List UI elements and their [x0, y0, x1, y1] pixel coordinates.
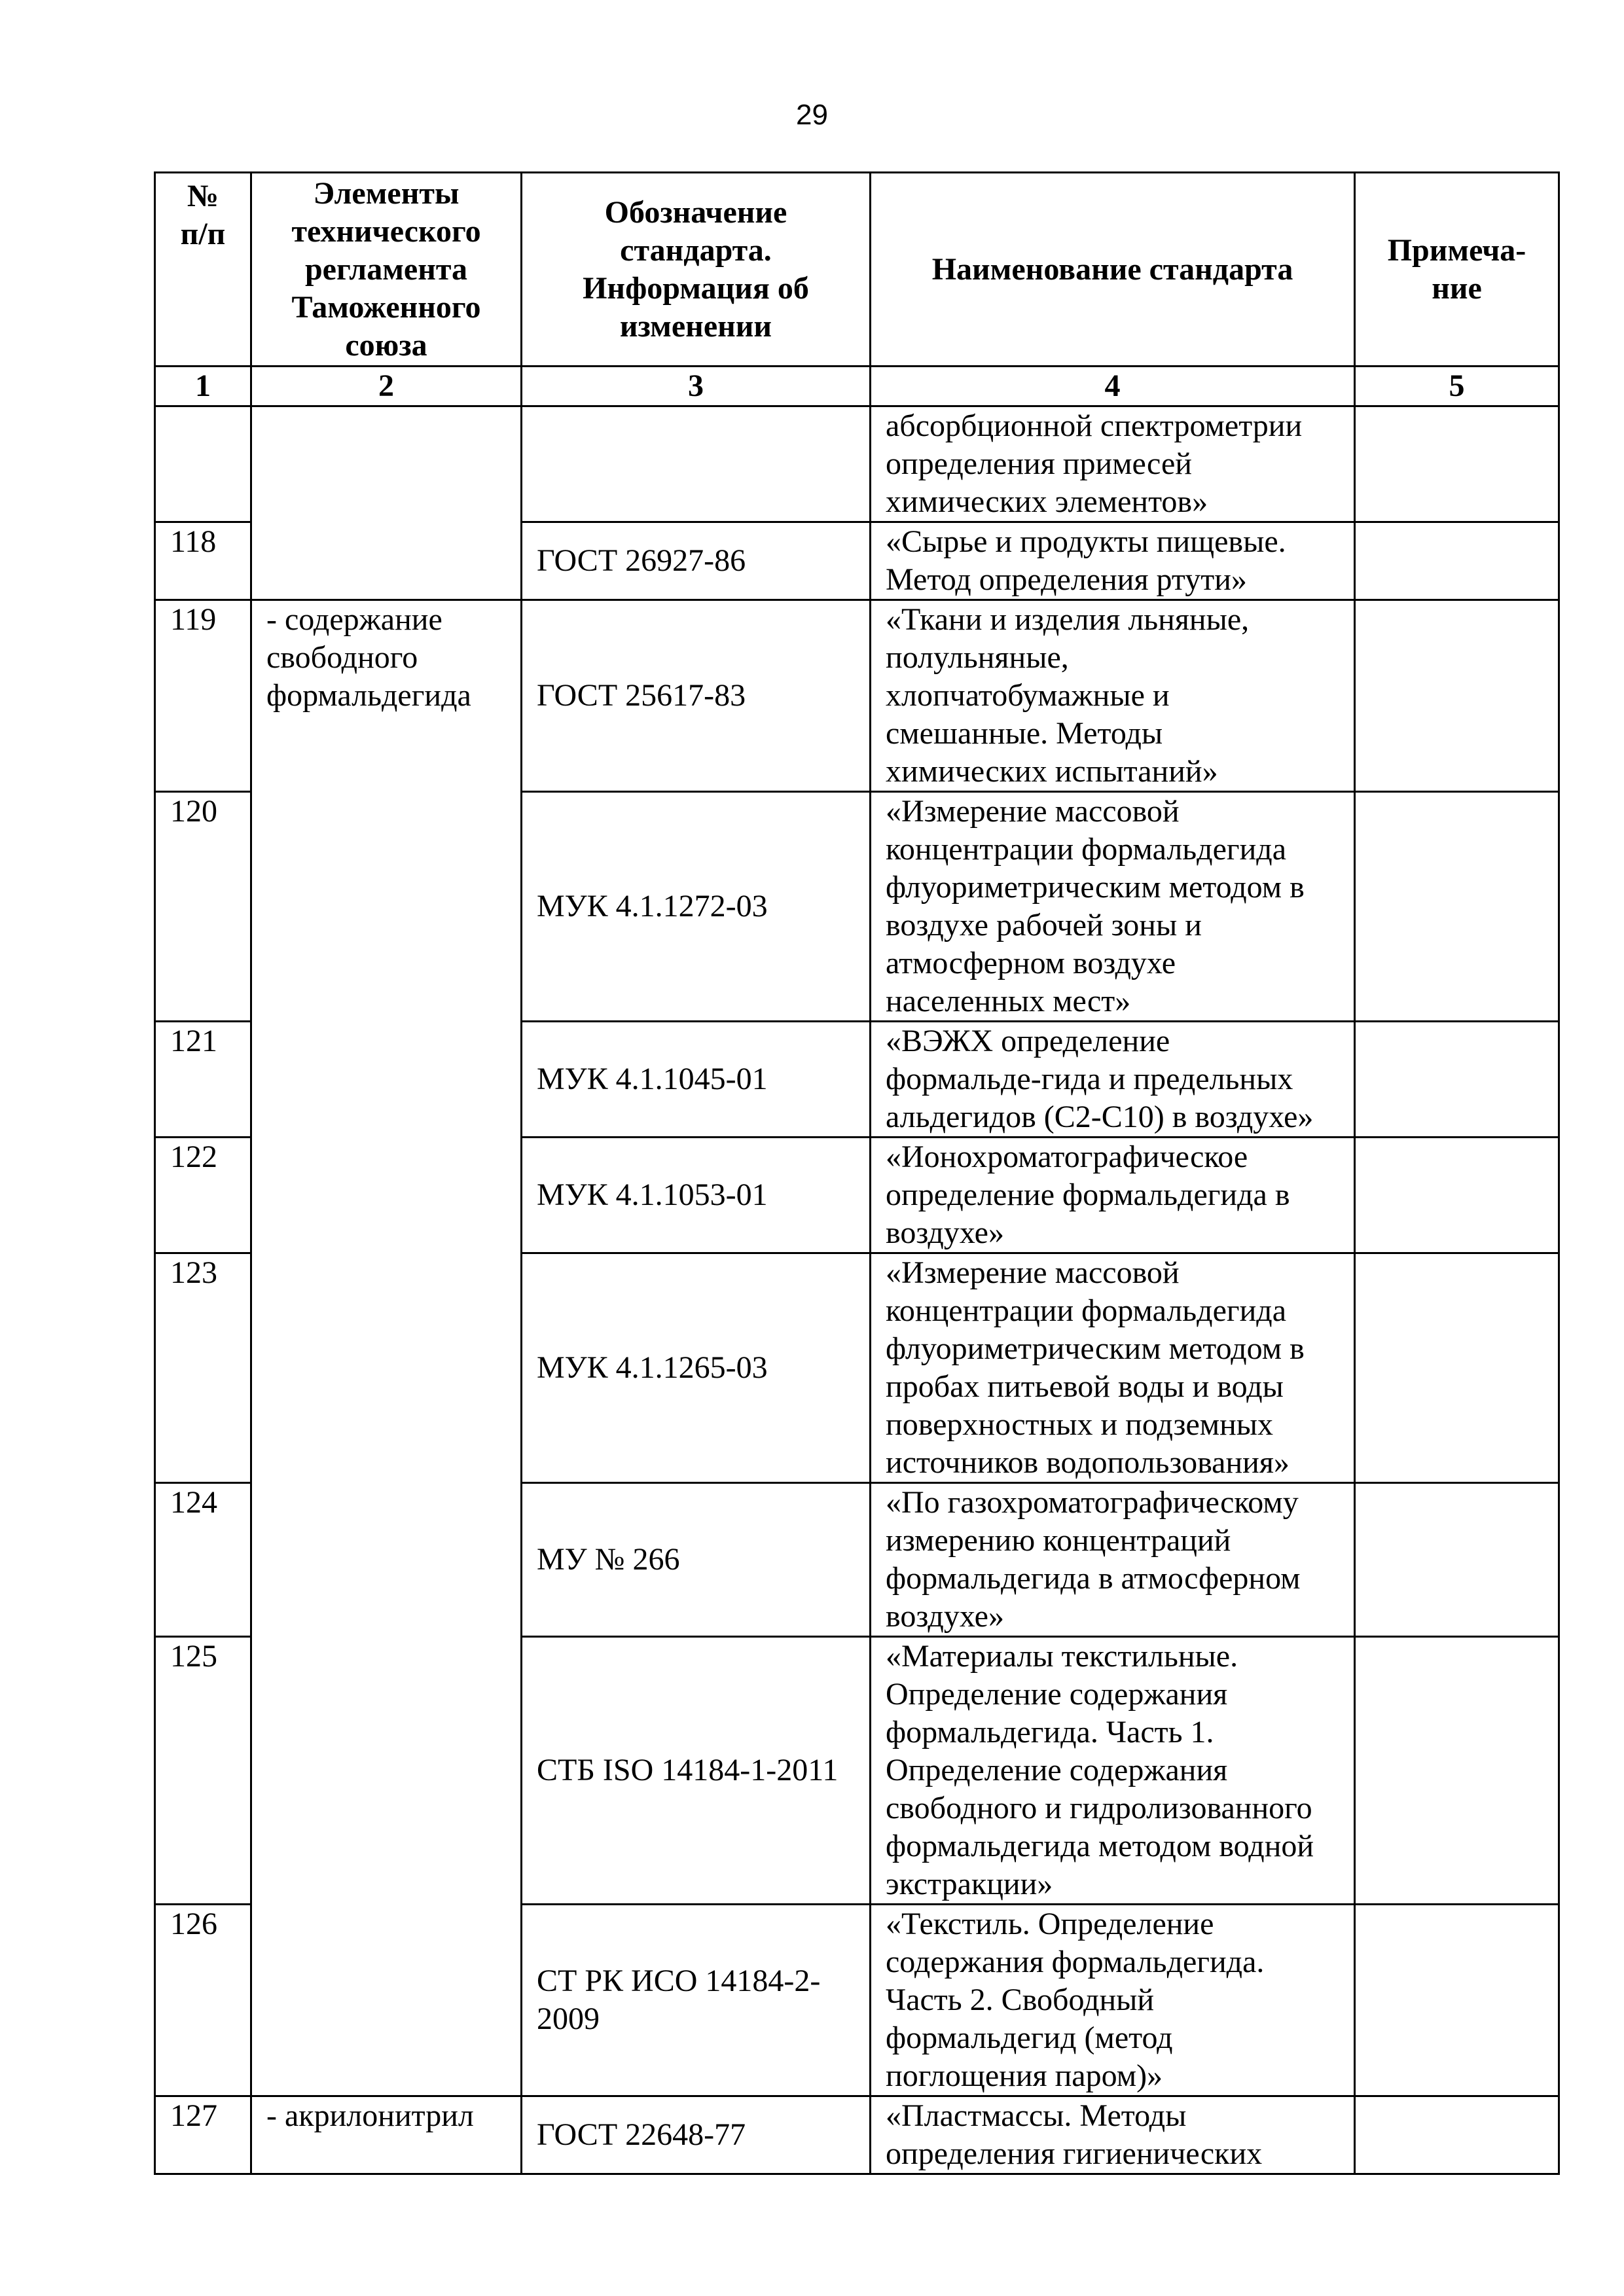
row-number: 118: [155, 522, 251, 600]
designation-cell: МУК 4.1.1265-03: [522, 1253, 871, 1483]
note-cell: [1355, 600, 1559, 792]
name-line: Определение содержания: [886, 1677, 1228, 1712]
designation-cell: МУ № 266: [522, 1483, 871, 1637]
standard-name-cell: [871, 600, 1355, 792]
column-number: 5: [1355, 367, 1559, 406]
designation-cell: [522, 1905, 871, 2096]
standard-name-cell: [871, 406, 1355, 522]
standard-name-cell: [871, 1905, 1355, 2096]
name-line: содержания формальдегида.: [886, 1945, 1265, 1979]
name-line: поглощения паром)»: [886, 2058, 1163, 2093]
name-line: формальдегид (метод: [886, 2020, 1173, 2055]
table-row: [155, 2096, 1559, 2174]
name-line: «Пластмассы. Методы: [886, 2098, 1187, 2133]
name-line: «Измерение массовой: [886, 1255, 1180, 1290]
name-line: воздухе рабочей зоны и: [886, 908, 1202, 942]
row-number: 119: [155, 600, 251, 792]
name-line: Метод определения ртути»: [886, 562, 1247, 597]
element-cell: [251, 406, 522, 600]
note-cell: [1355, 1483, 1559, 1637]
standard-name-cell: [871, 792, 1355, 1022]
table-row: [155, 600, 1559, 792]
header-line: Элементы: [313, 175, 460, 211]
designation-line: 2009: [537, 2001, 600, 2036]
header-designation: [522, 173, 871, 367]
name-line: «Ткани и изделия льняные,: [886, 602, 1250, 637]
standard-name-cell: [871, 1138, 1355, 1253]
designation-cell: МУК 4.1.1045-01: [522, 1022, 871, 1138]
standard-name-cell: [871, 1253, 1355, 1483]
header-line: Наименование стандарта: [931, 251, 1293, 287]
header-row: [155, 173, 1559, 367]
column-number: 4: [871, 367, 1355, 406]
name-line: воздухе»: [886, 1215, 1004, 1250]
designation-line: СТ РК ИСО 14184-2-: [537, 1964, 821, 1998]
note-cell: [1355, 1138, 1559, 1253]
row-number: 123: [155, 1253, 251, 1483]
name-line: измерению концентраций: [886, 1523, 1231, 1558]
name-line: флуориметрическим методом в: [886, 870, 1305, 905]
header-standard-name: [871, 173, 1355, 367]
name-line: «По газохроматографическому: [886, 1485, 1299, 1520]
header-elements: [251, 173, 522, 367]
name-line: концентрации формальдегида: [886, 832, 1286, 867]
column-number: 3: [522, 367, 871, 406]
name-line: свободного и гидролизованного: [886, 1791, 1312, 1825]
name-line: пробах питьевой воды и воды: [886, 1369, 1284, 1404]
name-line: населенных мест»: [886, 984, 1131, 1018]
name-line: химических испытаний»: [886, 754, 1218, 789]
header-line: Информация об: [583, 270, 809, 306]
header-line: изменении: [619, 308, 772, 344]
name-line: атмосферном воздухе: [886, 946, 1176, 980]
name-line: хлопчатобумажные и: [886, 678, 1170, 713]
column-number: 1: [155, 367, 251, 406]
name-line: смешанные. Методы: [886, 716, 1163, 751]
header-num: [155, 173, 251, 367]
name-line: формальдегида в атмосферном: [886, 1561, 1301, 1596]
standard-name-cell: [871, 2096, 1355, 2174]
name-line: концентрации формальдегида: [886, 1293, 1286, 1328]
row-number: 120: [155, 792, 251, 1022]
row-number: 124: [155, 1483, 251, 1637]
header-line: п/п: [180, 217, 226, 251]
name-line: альдегидов (С2-С10) в воздухе»: [886, 1100, 1314, 1134]
header-line: технического: [291, 213, 481, 249]
name-line: «Измерение массовой: [886, 794, 1180, 829]
designation-cell: ГОСТ 22648-77: [522, 2096, 871, 2174]
designation-cell: ГОСТ 26927-86: [522, 522, 871, 600]
row-number: 122: [155, 1138, 251, 1253]
element-cell: [251, 600, 522, 2096]
name-line: «Ионохроматографическое: [886, 1139, 1248, 1174]
name-line: определение формальдегида в: [886, 1177, 1290, 1212]
note-cell: [1355, 522, 1559, 600]
name-line: химических элементов»: [886, 484, 1208, 519]
name-line: определения гигиенических: [886, 2136, 1263, 2171]
column-numbers-row: [155, 367, 1559, 406]
element-line: - содержание: [266, 602, 442, 637]
header-line: №: [187, 179, 219, 213]
header-line: регламента: [304, 251, 468, 287]
header-line: стандарта.: [620, 232, 772, 268]
element-line: свободного: [266, 640, 418, 675]
note-cell: [1355, 406, 1559, 522]
name-line: источников водопользования»: [886, 1445, 1290, 1480]
designation-cell: МУК 4.1.1053-01: [522, 1138, 871, 1253]
row-number: 127: [155, 2096, 251, 2174]
page-number: 29: [796, 99, 828, 131]
name-line: Определение содержания: [886, 1753, 1228, 1787]
note-cell: [1355, 1022, 1559, 1138]
note-cell: [1355, 2096, 1559, 2174]
row-number: 125: [155, 1637, 251, 1905]
row-number: 121: [155, 1022, 251, 1138]
standard-name-cell: [871, 1637, 1355, 1905]
designation-cell: ГОСТ 25617-83: [522, 600, 871, 792]
header-note: [1355, 173, 1559, 367]
name-line: абсорбционной спектрометрии: [886, 408, 1303, 443]
name-line: формальде-гида и предельных: [886, 1062, 1293, 1096]
header-line: Обозначение: [604, 194, 787, 230]
standards-table: [154, 171, 1560, 2175]
name-line: «ВЭЖХ определение: [886, 1024, 1170, 1058]
designation-cell: СТБ ISO 14184-1-2011: [522, 1637, 871, 1905]
row-number: [155, 406, 251, 522]
element-cell: - акрилонитрил: [251, 2096, 522, 2174]
designation-cell: [522, 406, 871, 522]
name-line: определения примесей: [886, 446, 1192, 481]
name-line: формальдегида. Часть 1.: [886, 1715, 1214, 1749]
name-line: «Сырье и продукты пищевые.: [886, 524, 1286, 559]
name-line: «Текстиль. Определение: [886, 1907, 1214, 1941]
name-line: «Материалы текстильные.: [886, 1639, 1238, 1674]
designation-cell: МУК 4.1.1272-03: [522, 792, 871, 1022]
note-cell: [1355, 792, 1559, 1022]
name-line: формальдегида методом водной: [886, 1829, 1314, 1863]
table-row: [155, 406, 1559, 522]
name-line: полульняные,: [886, 640, 1069, 675]
header-line: Примеча-: [1387, 232, 1526, 268]
column-number: 2: [251, 367, 522, 406]
standard-name-cell: [871, 1483, 1355, 1637]
header-line: Таможенного: [291, 289, 481, 325]
note-cell: [1355, 1905, 1559, 2096]
name-line: флуориметрическим методом в: [886, 1331, 1305, 1366]
note-cell: [1355, 1253, 1559, 1483]
name-line: поверхностных и подземных: [886, 1407, 1274, 1442]
standard-name-cell: [871, 522, 1355, 600]
row-number: 126: [155, 1905, 251, 2096]
header-line: ние: [1432, 270, 1482, 306]
name-line: экстракции»: [886, 1867, 1053, 1901]
name-line: воздухе»: [886, 1599, 1004, 1634]
note-cell: [1355, 1637, 1559, 1905]
name-line: Часть 2. Свободный: [886, 1982, 1155, 2017]
header-line: союза: [345, 327, 427, 363]
element-line: формальдегида: [266, 678, 471, 713]
standard-name-cell: [871, 1022, 1355, 1138]
